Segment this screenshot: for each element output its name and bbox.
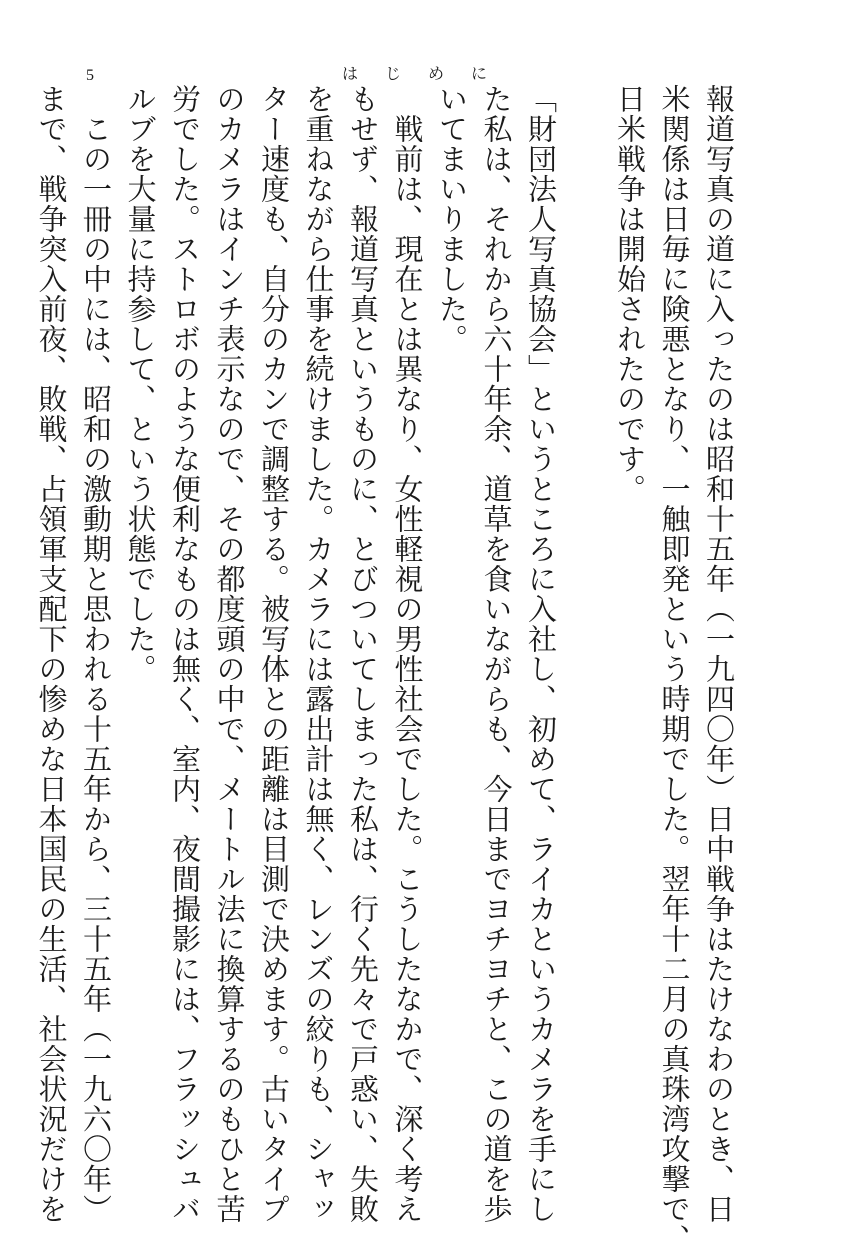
text-line: のカメラはインチ表示なので、その都度頭の中で、メートル法に換算するのもひと苦 — [212, 84, 247, 1224]
text-line: 戦前は、現在とは異なり、女性軽視の男性社会でした。こうしたなかで、深く考え — [390, 84, 425, 1224]
text-line: 「財団法人写真協会」というところに入社し、初めて、ライカというカメラを手にし — [524, 84, 558, 1224]
page-number: 5 — [86, 67, 94, 84]
text-line: この一冊の中には、昭和の激動期と思われる十五年から、三十五年（一九六〇年） — [79, 84, 113, 1224]
text-line: 米関係は日毎に険悪となり、一触即発という時期でした。翌年十二月の真珠湾攻撃で、 — [657, 84, 692, 1254]
text-line: 労でした。ストロボのような便利なものは無く、室内、夜間撮影には、フラッシュバ — [168, 84, 202, 1224]
text-line: 報道写真の道に入ったのは昭和十五年（一九四〇年）日中戦争はたけなわのとき、日 — [702, 84, 736, 1224]
text-line: ルブを大量に持参して、という状態でした。 — [123, 84, 158, 684]
vertical-body-text — [29, 84, 741, 1254]
text-line: 日米戦争は開始されたのです。 — [613, 84, 647, 504]
text-line: た私は、それから六十年余、道草を食いながらも、今日までヨチヨチと、この道を歩 — [479, 84, 514, 1224]
text-line: を重ねながら仕事を続けました。カメラには露出計は無く、レンズの絞りも、シャッ — [301, 84, 336, 1224]
text-line: もせず、報道写真というものに、とびついてしまった私は、行く先々で戸惑い、失敗 — [346, 84, 380, 1224]
running-head: はじめに — [342, 64, 515, 83]
text-line: ター速度も、自分のカンで調整する。被写体との距離は目測で決めます。古いタイプ — [257, 84, 291, 1224]
text-line: いてまいりました。 — [435, 84, 469, 354]
text-line: まで、戦争突入前夜、敗戦、占領軍支配下の惨めな日本国民の生活、社会状況だけを — [34, 84, 69, 1224]
